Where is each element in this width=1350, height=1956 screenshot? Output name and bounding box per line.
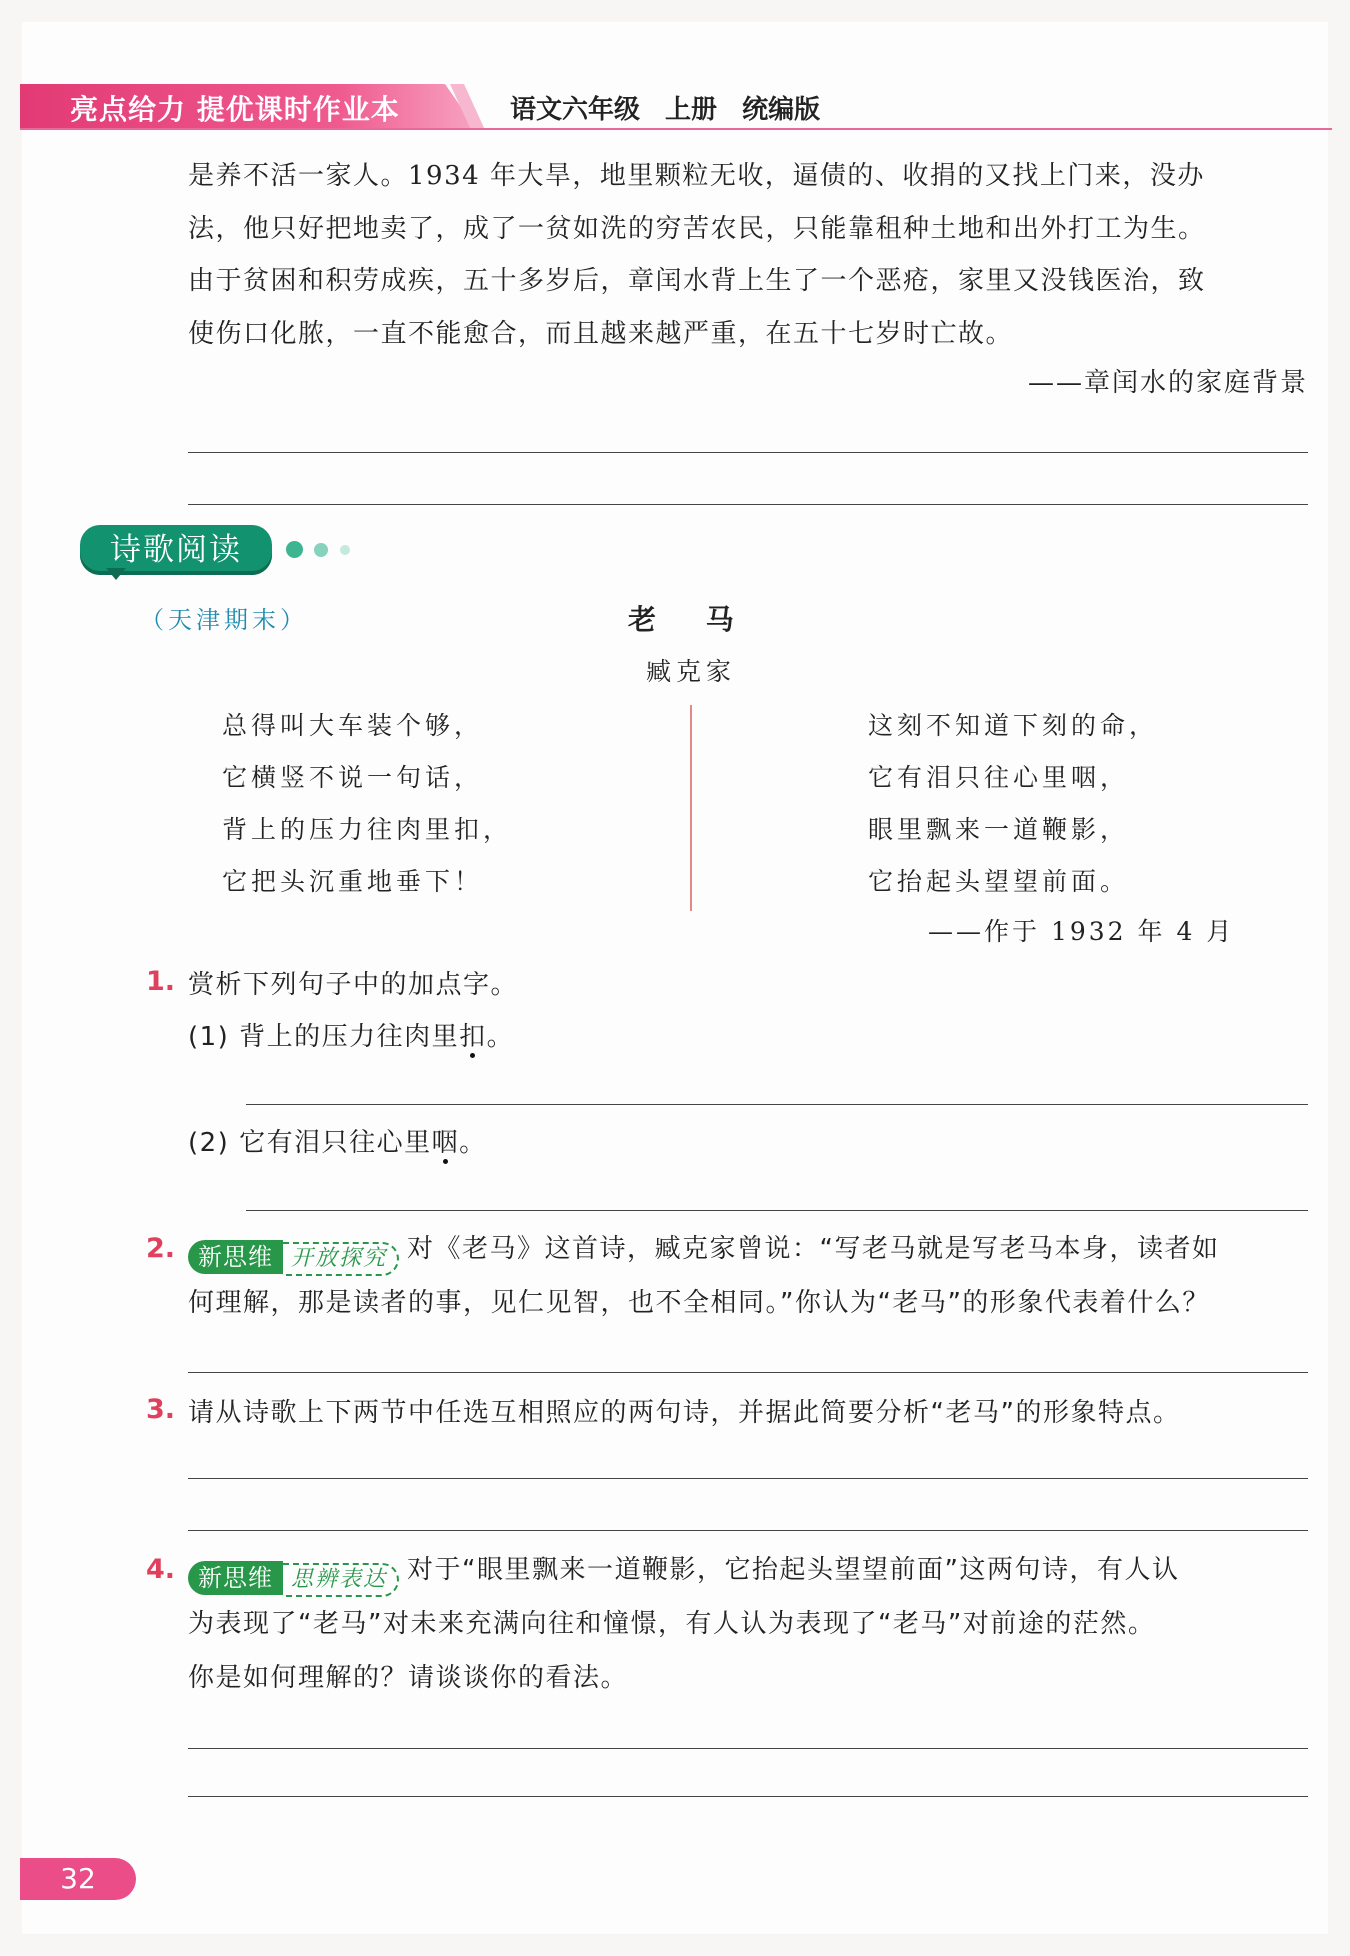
poem-stanza-2 [868, 700, 1158, 908]
passage-line: 使伤口化脓，一直不能愈合，而且越来越严重，在五十七岁时亡故。 [188, 318, 1014, 349]
question-line: 对《老马》这首诗，臧克家曾说：“写老马就是写老马本身，读者如 [407, 1234, 1220, 1264]
question-line: 为表现了“老马”对未来充满向往和憧憬，有人认为表现了“老马”对前途的茫然。 [188, 1609, 1156, 1639]
question-line: 请从诗歌上下两节中任选互相照应的两句诗，并据此简要分析“老马”的形象特点。 [188, 1398, 1181, 1428]
new-thinking-badge [188, 1551, 399, 1592]
question-3-text [188, 1386, 1180, 1440]
emphasized-char: 咽 [431, 1128, 460, 1158]
new-thinking-badge [188, 1230, 399, 1271]
question-1-sub-2 [188, 1116, 487, 1170]
badge-label: 新思维 [188, 1240, 283, 1274]
question-line: 对于“眼里飘来一道鞭影，它抬起头望望前面”这两句诗，有人认 [407, 1555, 1180, 1585]
stanza-divider [690, 705, 692, 911]
page-number: 32 [20, 1858, 136, 1900]
badge-type: 开放探究 [283, 1242, 399, 1276]
poem-stanza-1 [222, 700, 512, 908]
answer-line[interactable] [188, 1372, 1308, 1373]
question-line: 何理解，那是读者的事，见仁见智，也不全相同。”你认为“老马”的形象代表着什么？ [188, 1288, 1210, 1318]
sub-text-end: 。 [459, 1128, 487, 1158]
poem-line: 它有泪只往心里咽， [868, 763, 1130, 792]
question-1-sub-1 [188, 1010, 514, 1064]
answer-line[interactable] [188, 1796, 1308, 1797]
poem-author: 臧克家 [646, 657, 737, 686]
section-tag-tail [106, 568, 126, 580]
decor-dot [286, 541, 303, 558]
question-number: 4. [146, 1554, 176, 1585]
poem-title: 老 马 [628, 603, 734, 636]
poem-line: 背上的压力往肉里扣， [222, 815, 513, 844]
passage-attribution: ——章闰水的家庭背景 [1027, 368, 1308, 398]
decor-dot [340, 545, 350, 555]
poem-line: 总得叫大车装个够， [222, 711, 484, 740]
section-tag: 诗歌阅读 [80, 525, 272, 575]
poem-line: 眼里飘来一道鞭影， [868, 815, 1130, 844]
passage-line: 是养不活一家人。1934 年大旱，地里颗粒无收，逼债的、收捐的又找上门来，没办 [188, 161, 1205, 191]
sub-text: 背上的压力往肉里 [239, 1022, 460, 1052]
question-prompt: 赏析下列句子中的加点字。 [188, 970, 519, 1000]
question-1-text [188, 958, 518, 1012]
poem-line: 它把头沉重地垂下！ [222, 867, 484, 896]
badge-label: 新思维 [188, 1561, 283, 1595]
answer-line[interactable] [188, 1478, 1308, 1479]
decor-dot [314, 543, 328, 557]
answer-line[interactable] [246, 1210, 1308, 1211]
poem-line: 这刻不知道下刻的命， [868, 711, 1159, 740]
header-rule [20, 128, 1332, 130]
answer-line[interactable] [188, 504, 1308, 505]
question-source: （天津期末） [140, 606, 308, 634]
question-line: 你是如何理解的？请谈谈你的看法。 [188, 1663, 629, 1693]
header-brand: 亮点给力 提优课时作业本 [70, 93, 400, 126]
question-2-text [188, 1222, 1310, 1330]
sub-text-end: 。 [486, 1022, 515, 1052]
passage-line: 法，他只好把地卖了，成了一贫如洗的穷苦农民，只能靠租种土地和出外打工为生。 [188, 213, 1206, 244]
question-number: 2. [146, 1233, 176, 1264]
question-number: 1. [146, 966, 176, 997]
answer-line[interactable] [188, 1530, 1308, 1531]
sub-text: 它有泪只往心里 [239, 1128, 432, 1158]
question-number: 3. [146, 1394, 176, 1425]
answer-line[interactable] [188, 452, 1308, 453]
sub-label: (1) [188, 1022, 230, 1052]
sub-label: (2) [188, 1128, 230, 1158]
poem-line: 它抬起头望望前面。 [868, 867, 1130, 896]
header-book-info: 语文六年级 上册 统编版 [510, 95, 821, 125]
passage-line: 由于贫困和积劳成疾，五十多岁后，章闰水背上生了一个恶疮，家里又没钱医治，致 [188, 266, 1206, 296]
poem-line: 它横竖不说一句话， [222, 763, 484, 792]
emphasized-char: 扣 [459, 1022, 487, 1052]
poem-date: ——作于 1932 年 4 月 [928, 917, 1235, 946]
answer-line[interactable] [246, 1104, 1308, 1105]
badge-type: 思辨表达 [283, 1563, 399, 1597]
question-4-text [188, 1543, 1310, 1705]
answer-line[interactable] [188, 1748, 1308, 1749]
passage [188, 150, 1308, 360]
